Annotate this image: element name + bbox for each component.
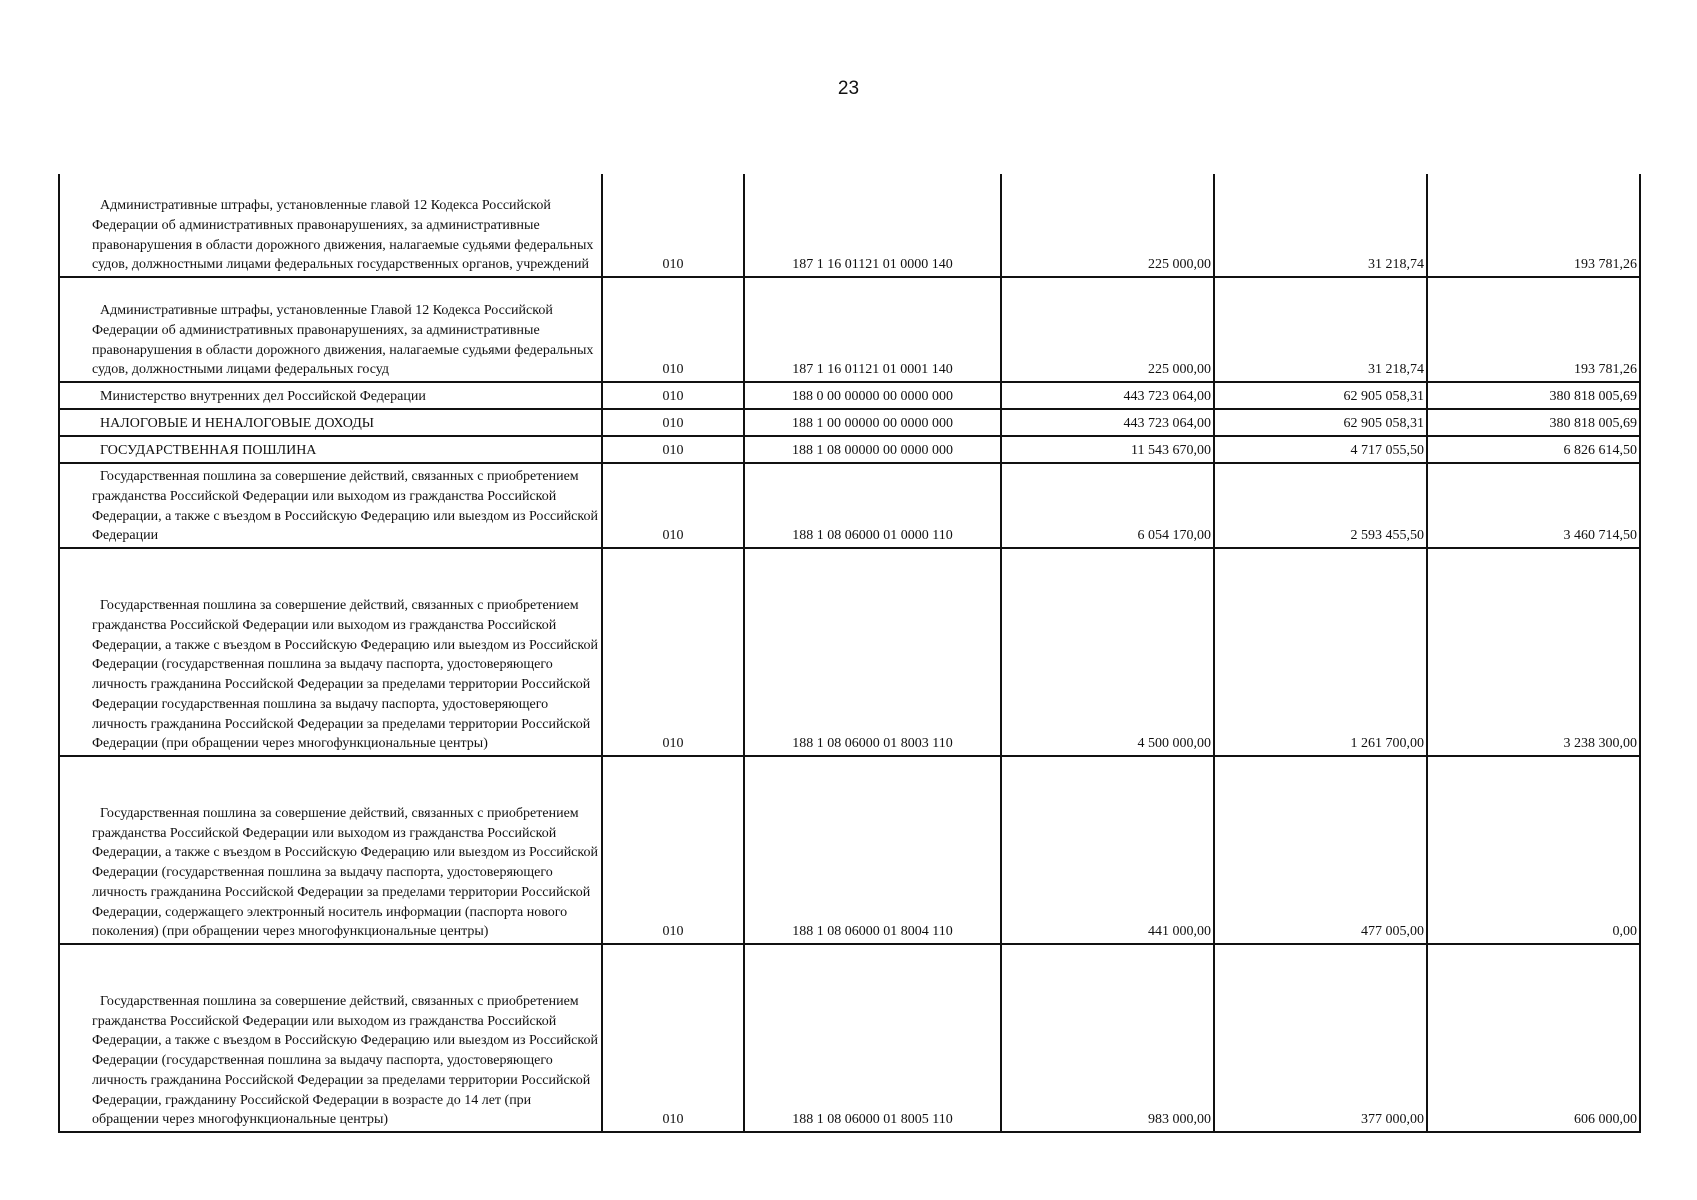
row-name: Государственная пошлина за совершение действий, связанных с приобретением гражданства Российской Федерации или выходом из гражданства Российской Федерации, а также с въездом в Российскую Федерацию или выездом из Российской Федерации (государственная пошлина за выдачу паспорта, удостоверяющего личность гражданина Российской Федерации за пределами территории Российской Федерации, содержащего электронный носитель информации (паспорта нового поколения) (при обращении через многофункциональные центры) xyxy=(92,806,598,940)
table-row xyxy=(59,436,1640,463)
row-remaining-cell: 3 238 300,00 xyxy=(1427,548,1640,756)
revenue-table-body xyxy=(59,174,1640,1132)
row-code-cell: 010 xyxy=(602,548,744,756)
row-executed-cell: 62 905 058,31 xyxy=(1214,382,1427,409)
row-approved-cell: 441 000,00 xyxy=(1001,756,1214,944)
row-kbk-cell: 188 1 08 06000 01 8005 110 xyxy=(744,944,1001,1132)
row-approved-cell: 443 723 064,00 xyxy=(1001,409,1214,436)
table-row xyxy=(59,382,1640,409)
row-executed-cell: 1 261 700,00 xyxy=(1214,548,1427,756)
row-name-cell xyxy=(59,436,602,463)
row-executed-cell: 31 218,74 xyxy=(1214,277,1427,382)
row-kbk-cell: 188 1 08 06000 01 8004 110 xyxy=(744,756,1001,944)
table-row xyxy=(59,944,1640,1132)
row-name: Министерство внутренних дел Российской Федерации xyxy=(100,389,426,405)
row-kbk-cell: 188 0 00 00000 00 0000 000 xyxy=(744,382,1001,409)
row-approved-cell: 11 543 670,00 xyxy=(1001,436,1214,463)
row-code-cell: 010 xyxy=(602,436,744,463)
row-approved-cell: 983 000,00 xyxy=(1001,944,1214,1132)
row-remaining-cell: 193 781,26 xyxy=(1427,277,1640,382)
row-executed-cell: 4 717 055,50 xyxy=(1214,436,1427,463)
row-remaining-cell: 3 460 714,50 xyxy=(1427,463,1640,548)
row-name: НАЛОГОВЫЕ И НЕНАЛОГОВЫЕ ДОХОДЫ xyxy=(100,416,374,432)
row-name-cell xyxy=(59,548,602,756)
row-executed-cell: 377 000,00 xyxy=(1214,944,1427,1132)
page-number: 23 xyxy=(837,78,860,99)
row-remaining-cell: 380 818 005,69 xyxy=(1427,382,1640,409)
row-executed-cell: 2 593 455,50 xyxy=(1214,463,1427,548)
table-row xyxy=(59,548,1640,756)
row-kbk-cell: 188 1 08 06000 01 8003 110 xyxy=(744,548,1001,756)
row-code-cell: 010 xyxy=(602,756,744,944)
table-row xyxy=(59,756,1640,944)
row-kbk-cell: 187 1 16 01121 01 0000 140 xyxy=(744,174,1001,277)
row-name: ГОСУДАРСТВЕННАЯ ПОШЛИНА xyxy=(100,443,317,459)
row-kbk-cell: 188 1 08 06000 01 0000 110 xyxy=(744,463,1001,548)
row-approved-cell: 225 000,00 xyxy=(1001,277,1214,382)
row-kbk-cell: 187 1 16 01121 01 0001 140 xyxy=(744,277,1001,382)
row-kbk-cell: 188 1 08 00000 00 0000 000 xyxy=(744,436,1001,463)
row-executed-cell: 477 005,00 xyxy=(1214,756,1427,944)
row-remaining-cell: 6 826 614,50 xyxy=(1427,436,1640,463)
row-name-cell xyxy=(59,277,602,382)
table-row xyxy=(59,463,1640,548)
table-row xyxy=(59,277,1640,382)
revenue-table xyxy=(58,174,1641,1133)
row-approved-cell: 6 054 170,00 xyxy=(1001,463,1214,548)
row-executed-cell: 31 218,74 xyxy=(1214,174,1427,277)
row-executed-cell: 62 905 058,31 xyxy=(1214,409,1427,436)
row-name-cell xyxy=(59,463,602,548)
row-remaining-cell: 193 781,26 xyxy=(1427,174,1640,277)
row-code-cell: 010 xyxy=(602,409,744,436)
row-name-cell xyxy=(59,174,602,277)
row-approved-cell: 443 723 064,00 xyxy=(1001,382,1214,409)
row-approved-cell: 225 000,00 xyxy=(1001,174,1214,277)
row-name: Государственная пошлина за совершение действий, связанных с приобретением гражданства Российской Федерации или выходом из гражданства Российской Федерации, а также с въездом в Российскую Федерацию или выездом из Российской Федерации (государственная пошлина за выдачу паспорта, удостоверяющего личность гражданина Российской Федерации за пределами территории Российской Федерации государственная пошлина за выдачу паспорта, удостоверяющего личность гражданина Российской Федерации за пределами территории Российской Федерации (при обращении через многофункциональные центры) xyxy=(92,598,598,752)
row-code-cell: 010 xyxy=(602,463,744,548)
table-row xyxy=(59,409,1640,436)
row-name: Государственная пошлина за совершение действий, связанных с приобретением гражданства Российской Федерации или выходом из гражданства Российской Федерации, а также с въездом в Российскую Федерацию или выездом из Российской Федерации (государственная пошлина за выдачу паспорта, удостоверяющего личность гражданина Российской Федерации за пределами территории Российской Федерации, гражданину Российской Федерации в возрасте до 14 лет (при обращении через многофункциональные центры) xyxy=(92,994,598,1128)
row-name-cell xyxy=(59,409,602,436)
row-approved-cell: 4 500 000,00 xyxy=(1001,548,1214,756)
row-remaining-cell: 0,00 xyxy=(1427,756,1640,944)
row-name: Административные штрафы, установленные главой 12 Кодекса Российской Федерации об административных правонарушениях, за административные правонарушения в области дорожного движения, налагаемые судьями федеральных судов, должностными лицами федеральных государственных органов, учреждений xyxy=(92,198,594,273)
row-code-cell: 010 xyxy=(602,944,744,1132)
row-name-cell xyxy=(59,756,602,944)
table-row xyxy=(59,174,1640,277)
row-code-cell: 010 xyxy=(602,277,744,382)
row-code-cell: 010 xyxy=(602,382,744,409)
row-name-cell xyxy=(59,382,602,409)
row-name: Административные штрафы, установленные Главой 12 Кодекса Российской Федерации об административных правонарушениях, за административные правонарушения в области дорожного движения, налагаемые судьями федеральных судов, должностными лицами федеральных госуд xyxy=(92,303,594,378)
row-name-cell xyxy=(59,944,602,1132)
row-code-cell: 010 xyxy=(602,174,744,277)
row-remaining-cell: 380 818 005,69 xyxy=(1427,409,1640,436)
row-name: Государственная пошлина за совершение действий, связанных с приобретением гражданства Российской Федерации или выходом из гражданства Российской Федерации, а также с въездом в Российскую Федерацию или выездом из Российской Федерации xyxy=(92,469,598,544)
row-remaining-cell: 606 000,00 xyxy=(1427,944,1640,1132)
row-kbk-cell: 188 1 00 00000 00 0000 000 xyxy=(744,409,1001,436)
